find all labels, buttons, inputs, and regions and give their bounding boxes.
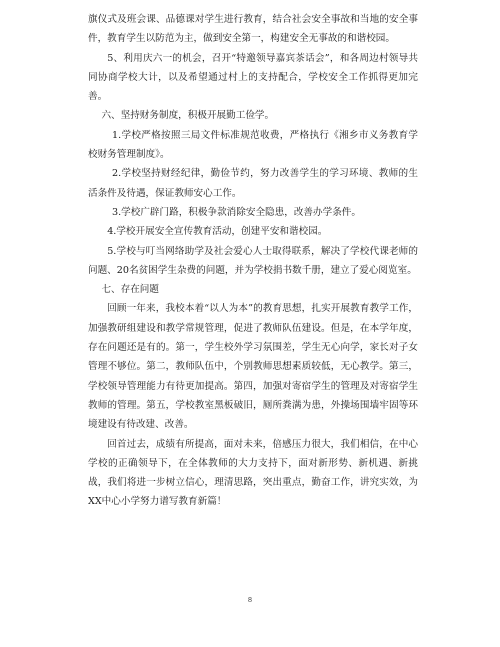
paragraph-finance-item-5: 5.学校与叮当网络助学及社会爱心人士取得联系，解决了学校代课老师的问题、20名贫困学生杂费的问题，并为学校捐书数千册，建立了爱心阅览室。 — [88, 245, 418, 276]
paragraph-safety-education-cont: 旗仪式及班会课、品德课对学生进行教育，结合社会安全事故和当地的安全事件，教育学生以防范为主，做到安全第一，构建安全无事故的和谐校园。 — [88, 14, 418, 45]
document-body — [88, 10, 418, 512]
paragraph-children-day-meeting: 5、利用庆六一的机会，召开“特邀领导嘉宾茶话会”，和各周边村领导共同协商学校大计，以及希望通过村上的支持配合，学校安全工作抓得更加完善。 — [88, 52, 418, 103]
paragraph-conclusion: 回首过去，成绩有所提高，面对未来，倍感压力很大，我们相信，在中心学校的正确领导下，在全体教师的大力支持下，面对新形势、新机遇、新挑战，我们将进一步树立信心，理清思路，突出重点，勤奋工作，讲究实效，为XX中心小学努力谱写教育新篇！ — [88, 438, 418, 508]
paragraph-finance-item-4: 4.学校开展安全宣传教育活动，创建平安和谐校园。 — [107, 226, 328, 238]
section-heading-problems: 七、存在问题 — [101, 284, 159, 296]
section-heading-finance: 六、坚持财务制度，积极开展勤工俭学。 — [101, 110, 275, 122]
paragraph-finance-item-3: 3.学校广辟门路，积极争款消除安全隐患，改善办学条件。 — [112, 206, 361, 218]
paragraph-finance-item-1: 1.学校严格按照三局文件标准规范收费，严格执行《湘乡市义务教育学校财务管理制度》。 — [88, 129, 418, 161]
page-number: 8 — [247, 596, 253, 604]
paragraph-problems: 回顾一年来，我校本着“以人为本”的教育思想，扎实开展教育教学工作，加强教研组建设和教学常规管理，促进了教师队伍建设。但是，在本学年度，存在问题还是有的。第一，学生校外学习氛围差，学生无心向学，家长对子女管理不够位。第二，教师队伍中，个别教师思想素质较低，无心教学。第三，学校领导管理能力有待更加提高。第四，加强对寄宿学生的管理及对寄宿学生教师的管理。第五，学校教室黑板破旧，厕所粪满为患，外操场围墙牢固等环境建设有待改建、改善。 — [88, 303, 418, 431]
paragraph-finance-item-2: 2.学校坚持财经纪律，勤俭节约，努力改善学生的学习环境、教师的生活条件及待遇，保证教师安心工作。 — [88, 168, 418, 199]
